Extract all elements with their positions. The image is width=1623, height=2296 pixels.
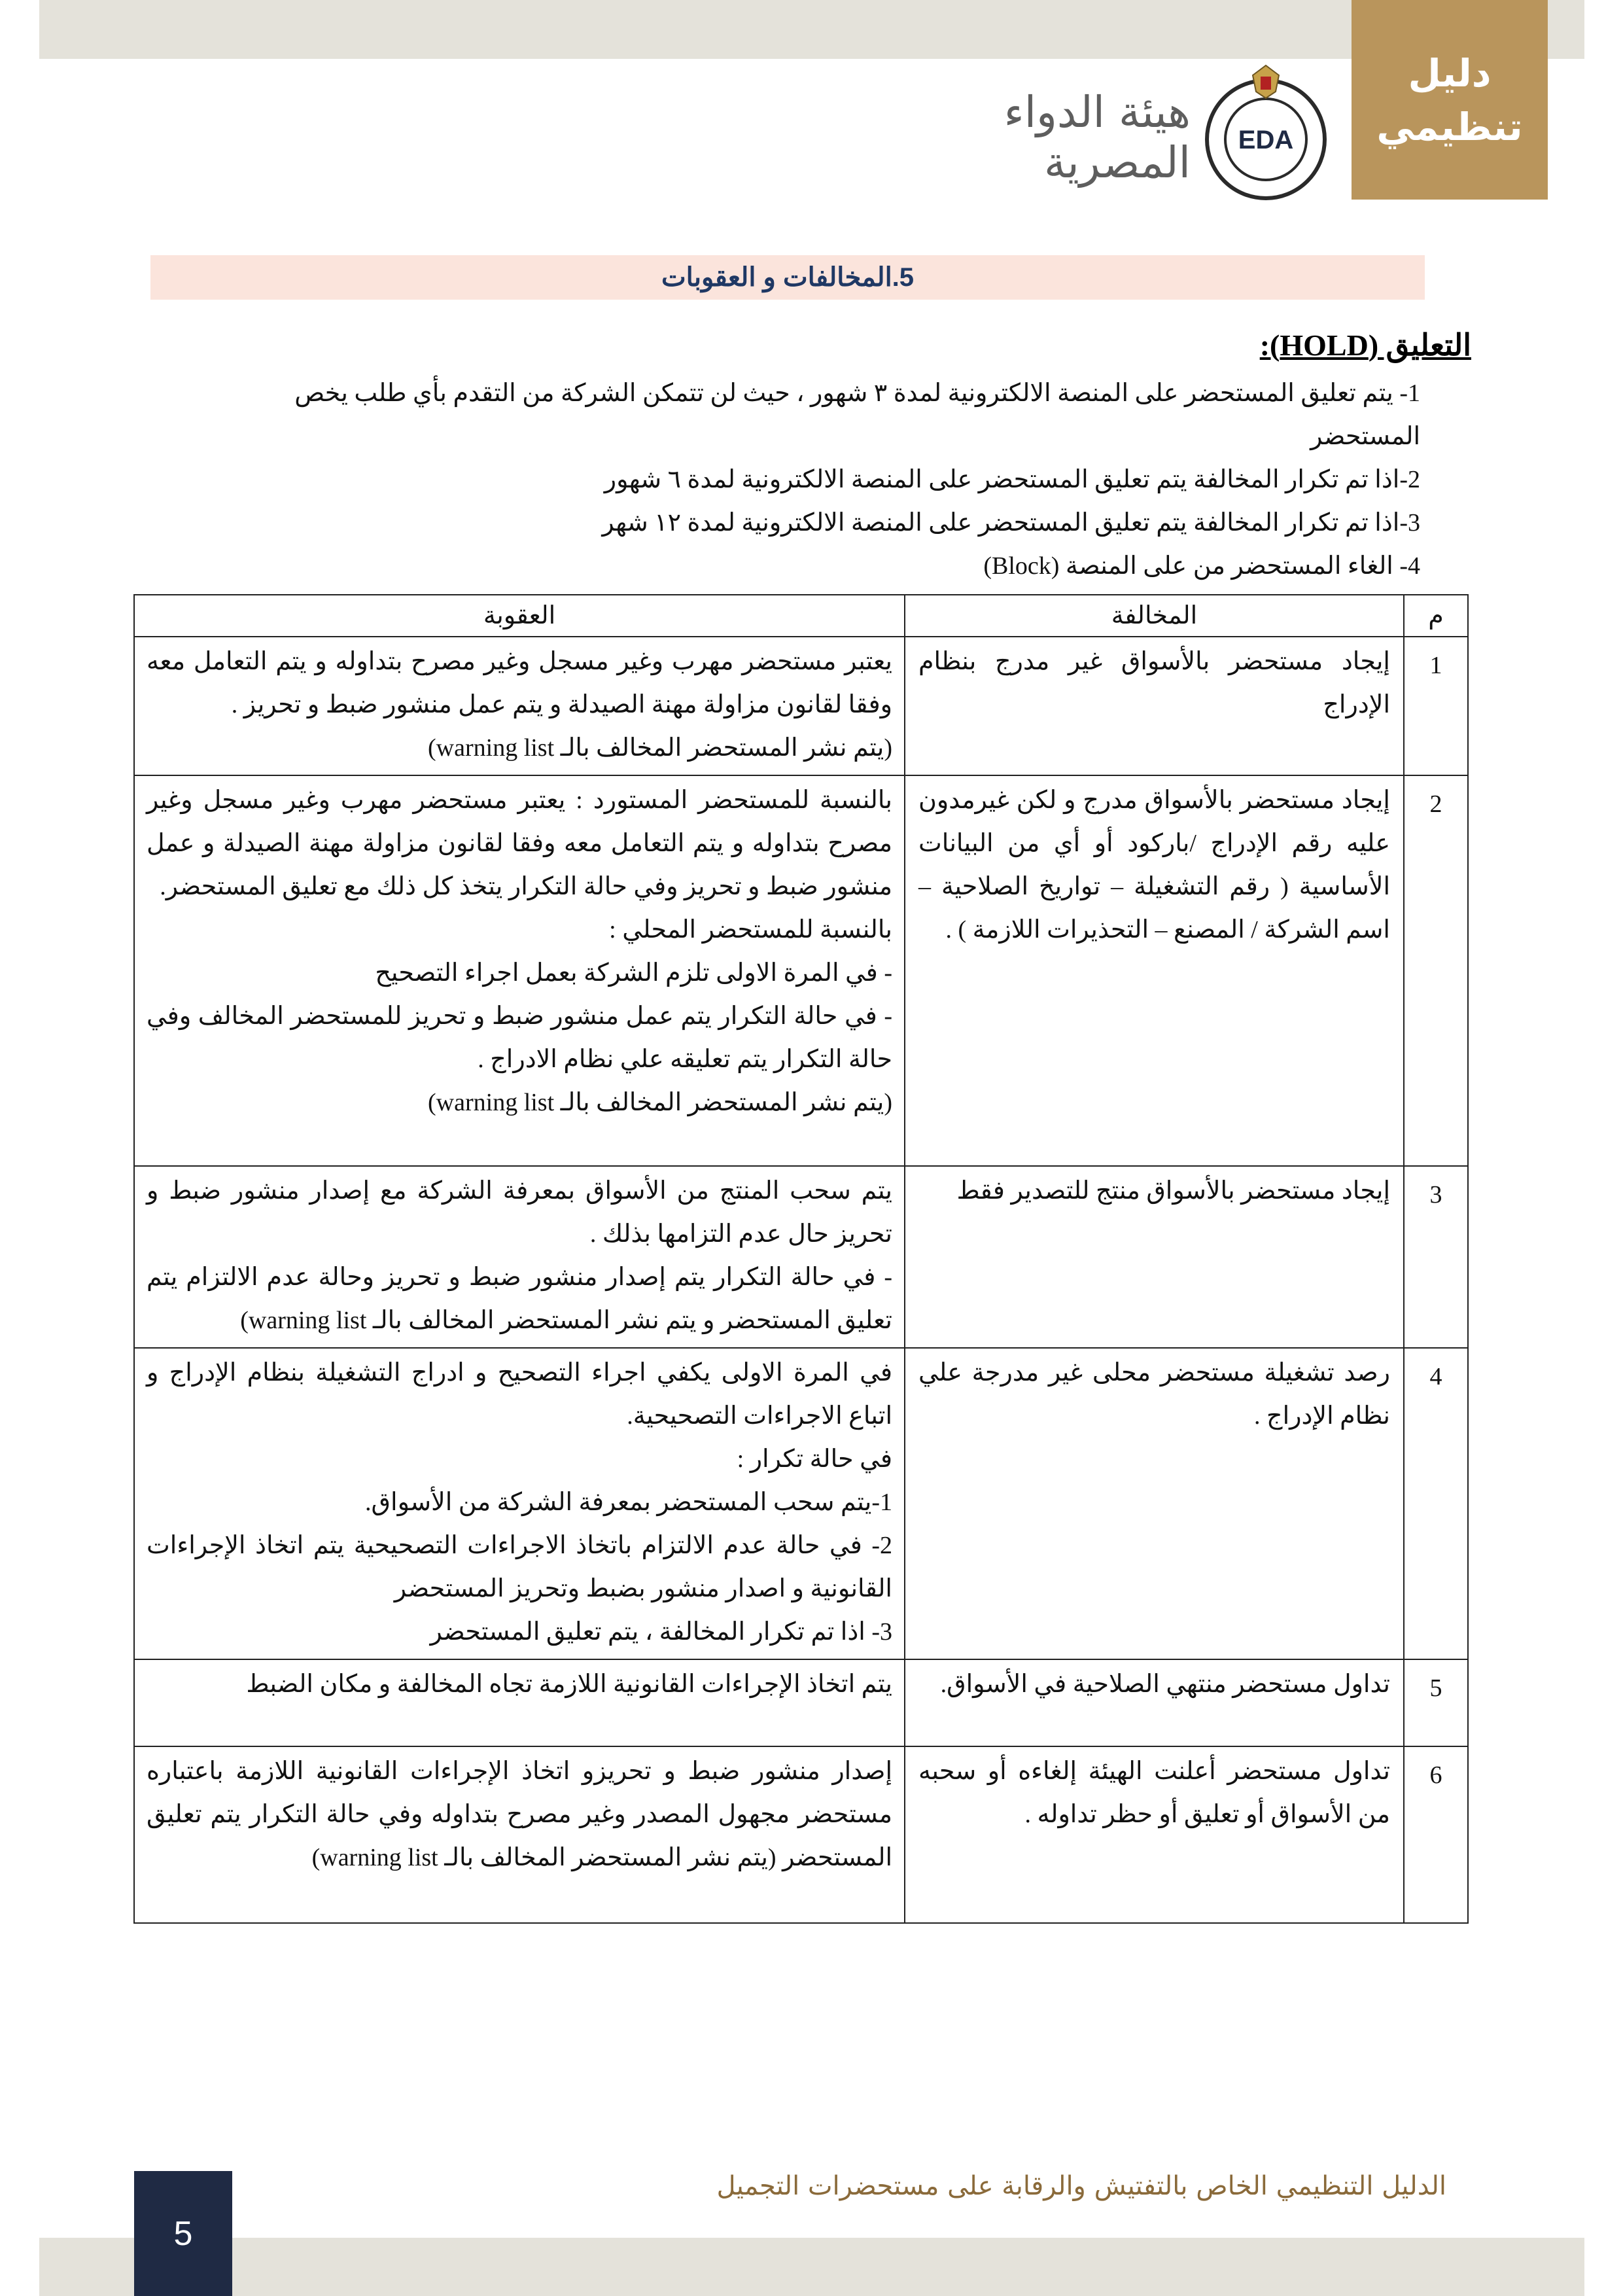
penalty-line: 2- في حالة عدم الالتزام باتخاذ الاجراءات التصحيحية يتم اتخاذ الإجراءات القانونية و اصدار منشور بضبط وتحريز المستحضر — [147, 1532, 892, 1602]
row-violation: إيجاد مستحضر بالأسواق مدرج و لكن غيرمدون عليه رقم الإدراج /باركود أو أي من البيانات الأساسية ( رقم التشغيلة – تواريخ الصلاحية – اسم الشركة / المصنع – التحذيرات اللازمة ) . — [905, 775, 1404, 1166]
table-row — [134, 1746, 1468, 1923]
row-penalty — [134, 1746, 905, 1923]
row-violation: رصد تشغيلة مستحضر محلى غير مدرجة علي نظام الإدراج . — [905, 1348, 1404, 1659]
penalty-line: إصدار منشور ضبط و تحريزو اتخاذ الإجراءات القانونية اللازمة باعتباره مستحضر مجهول المصدر وغير مصرح بتداوله وفي حالة التكرار يتم تعليق المستحضر (يتم نشر المستحضر المخالف بالـ warning list) — [147, 1757, 892, 1871]
row-num: 4 — [1404, 1348, 1468, 1659]
row-num: 3 — [1404, 1166, 1468, 1348]
penalty-line: يتم سحب المنتج من الأسواق بمعرفة الشركة مع إصدار منشور ضبط و تحريز حال عدم التزامها بذلك . — [147, 1177, 892, 1248]
table-row — [134, 1166, 1468, 1348]
penalty-line: (يتم نشر المستحضر المخالف بالـ warning list) — [428, 734, 892, 762]
row-violation: إيجاد مستحضر بالأسواق غير مدرج بنظام الإدراج — [905, 637, 1404, 775]
row-num: 2 — [1404, 775, 1468, 1166]
guide-tab — [1352, 0, 1548, 200]
row-penalty — [134, 775, 905, 1166]
hold-line-3: 3-اذا تم تكرار المخالفة يتم تعليق المستحضر على المنصة الالكترونية لمدة ١٢ شهر — [602, 509, 1420, 537]
row-violation: إيجاد مستحضر بالأسواق منتج للتصدير فقط — [905, 1166, 1404, 1348]
footer-title: الدليل التنظيمي الخاص بالتفتيش والرقابة على مستحضرات التجميل — [716, 2171, 1446, 2201]
header-num: م — [1404, 595, 1468, 637]
page-number: 5 — [134, 2171, 232, 2296]
section-heading: 5.المخالفات و العقوبات — [150, 255, 1425, 300]
penalty-line: - في حالة التكرار يتم عمل منشور ضبط و تحريز للمستحضر المخالف وفي حالة التكرار يتم تعليقه علي نظام الادراج . — [147, 1002, 892, 1073]
penalty-line: - في حالة التكرار يتم إصدار منشور ضبط و تحريز وحالة عدم الالتزام يتم تعليق المستحضر و يتم نشر المستحضر المخالف بالـ warning list) — [147, 1263, 892, 1334]
penalty-line: (يتم نشر المستحضر المخالف بالـ warning list) — [428, 1089, 892, 1116]
row-penalty — [134, 1348, 905, 1659]
penalty-line: يتم اتخاذ الإجراءات القانونية اللازمة تجاه المخالفة و مكان الضبط — [246, 1670, 892, 1698]
row-violation: تداول مستحضر منتهي الصلاحية في الأسواق. — [905, 1659, 1404, 1746]
row-num: 1 — [1404, 637, 1468, 775]
row-num: 5 — [1404, 1659, 1468, 1746]
hold-line-4: 4- الغاء المستحضر من على المنصة (Block) — [983, 552, 1420, 580]
violations-table — [133, 594, 1469, 1899]
guide-tab-line2: تنظيمي — [1376, 104, 1523, 149]
penalty-line: بالنسبة للمستحضر المحلي : — [609, 916, 892, 944]
penalty-line: 3- اذا تم تكرار المخالفة ، يتم تعليق المستحضر — [430, 1618, 892, 1646]
penalty-line: في المرة الاولى يكفي اجراء التصحيح و ادراج التشغيلة بنظام الإدراج و اتباع الاجراءات التصحيحية. — [147, 1359, 892, 1430]
logo-abbrev: EDA — [1238, 126, 1294, 154]
table-row — [134, 1348, 1468, 1659]
table-row — [134, 1659, 1468, 1746]
row-num: 6 — [1404, 1746, 1468, 1923]
header-violation: المخالفة — [905, 595, 1404, 637]
penalty-line: في حالة تكرار : — [737, 1445, 892, 1473]
table-row — [134, 775, 1468, 1166]
row-penalty — [134, 1166, 905, 1348]
bottom-band — [39, 2238, 1584, 2296]
penalty-line: بالنسبة للمستحضر المستورد : يعتبر مستحضر مهرب وغير مسجل وغير مصرح بتداوله و يتم التعامل معه وفقا لقانون مزاولة مهنة الصيدلة و عمل منشور ضبط و تحريز وفي حالة التكرار يتخذ كل ذلك مع تعليق المستحضر. — [147, 786, 892, 900]
row-penalty — [134, 637, 905, 775]
row-penalty — [134, 1659, 905, 1746]
guide-tab-line1: دليل — [1408, 50, 1492, 96]
table-row — [134, 637, 1468, 775]
header-penalty: العقوبة — [134, 595, 905, 637]
hold-line-1: 1- يتم تعليق المستحضر على المنصة الالكترونية لمدة ٣ شهور ، حيث لن تتمكن الشركة من التقدم بأي طلب يخص — [294, 380, 1420, 407]
penalty-line: يعتبر مستحضر مهرب وغير مسجل وغير مصرح بتداوله و يتم التعامل معه وفقا لقانون مزاولة مهنة الصيدلة و يتم عمل منشور ضبط و تحريز . — [147, 648, 892, 718]
hold-title: التعليق (HOLD): — [1259, 328, 1471, 362]
penalty-line: 1-يتم سحب المستحضر بمعرفة الشركة من الأسواق. — [365, 1489, 892, 1516]
table-header-row — [134, 595, 1468, 637]
hold-line-1-cont: المستحضر — [1310, 423, 1420, 450]
row-violation: تداول مستحضر أعلنت الهيئة إلغاءه أو سحبه من الأسواق أو تعليق أو حظر تداوله . — [905, 1746, 1404, 1923]
logo-arabic-wordmark: هيئة الدواء المصرية — [1003, 87, 1191, 188]
penalty-line: - في المرة الاولى تلزم الشركة بعمل اجراء التصحيح — [375, 959, 892, 987]
hold-line-2: 2-اذا تم تكرار المخالفة يتم تعليق المستحضر على المنصة الالكترونية لمدة ٦ شهور — [604, 466, 1420, 493]
